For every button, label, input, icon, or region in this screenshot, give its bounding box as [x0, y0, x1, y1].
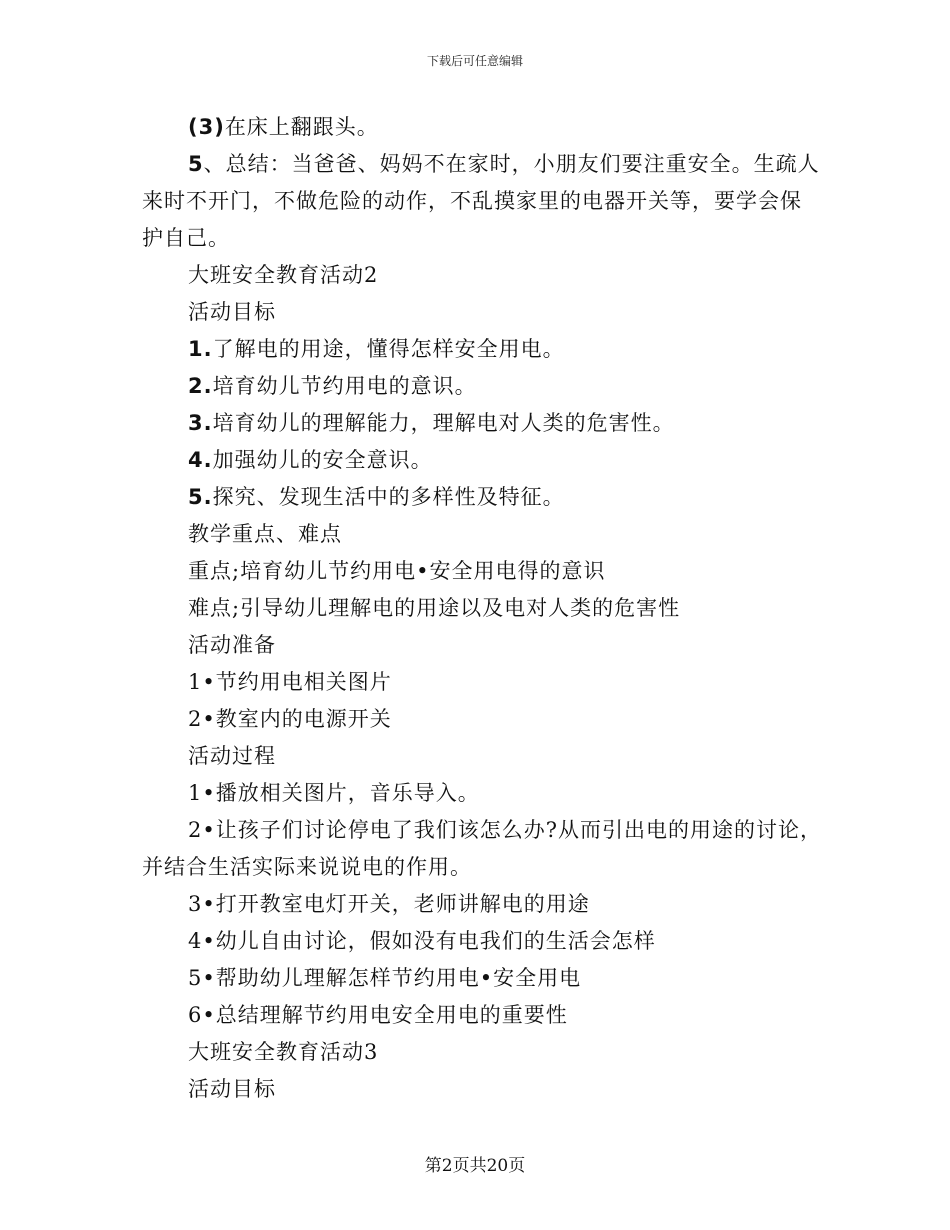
line-text: 难点;引导幼儿理解电的用途以及电对人类的危害性 [188, 596, 681, 620]
section-title [188, 261, 378, 289]
line-text: 5•帮助幼儿理解怎样节约用电•安全用电 [188, 966, 582, 990]
section-heading [188, 631, 276, 659]
line-text: 2•让孩子们讨论停电了我们该怎么办?从而引出电的用途的讨论， [188, 818, 823, 842]
line-text: 3•打开教室电灯开关，老师讲解电的用途 [188, 892, 590, 916]
list-item [188, 483, 565, 511]
list-item [188, 816, 822, 844]
paragraph-line [188, 150, 820, 178]
line-text: 活动目标 [188, 300, 276, 324]
list-number: 5 [188, 152, 204, 176]
list-item [188, 927, 656, 955]
line-text: 了解电的用途，懂得怎样安全用电。 [212, 337, 565, 361]
line-text: 培育幼儿的理解能力，理解电对人类的危害性。 [212, 411, 675, 435]
list-number: 5. [188, 485, 213, 509]
paragraph-line [188, 557, 605, 585]
section-title [188, 1038, 378, 1066]
line-text: 加强幼儿的安全意识。 [212, 448, 433, 472]
line-text: 4•幼儿自由讨论，假如没有电我们的生活会怎样 [188, 929, 656, 953]
line-text: 护自己。 [142, 226, 230, 250]
line-text: 活动准备 [188, 633, 276, 657]
list-item [188, 1001, 568, 1029]
line-text: 2•教室内的电源开关 [188, 707, 392, 731]
section-heading [188, 1075, 276, 1103]
line-text: 来时不开门，不做危险的动作，不乱摸家里的电器开关等，要学会保 [142, 189, 802, 213]
line-text: 1•节约用电相关图片 [188, 670, 392, 694]
line-text: 探究、发现生活中的多样性及特征。 [212, 485, 565, 509]
line-text: 6•总结理解节约用电安全用电的重要性 [188, 1003, 568, 1027]
paragraph-line [142, 853, 472, 881]
page-footer: 第2页共20页 [424, 1156, 526, 1176]
line-text: 教学重点、难点 [188, 522, 342, 546]
paragraph-line [142, 187, 802, 215]
section-heading [188, 520, 342, 548]
line-text: 重点;培育幼儿节约用电•安全用电得的意识 [188, 559, 606, 583]
list-item [188, 668, 392, 696]
list-number: 3. [188, 411, 213, 435]
list-number: (3) [188, 115, 225, 139]
line-text: 大班安全教育活动2 [188, 263, 379, 287]
paragraph-line [188, 113, 379, 141]
paragraph-line [188, 594, 680, 622]
line-text: 1•播放相关图片，音乐导入。 [188, 781, 480, 805]
list-number: 2. [188, 374, 213, 398]
list-number: 1. [188, 337, 213, 361]
line-text: 活动目标 [188, 1077, 276, 1101]
list-number: 4. [188, 448, 213, 472]
line-text: 大班安全教育活动3 [188, 1040, 379, 1064]
list-item [188, 446, 433, 474]
paragraph-line [142, 224, 230, 252]
list-item [188, 779, 480, 807]
page-header: 下载后可任意编辑 [426, 54, 523, 68]
line-text: 在床上翻跟头。 [224, 115, 379, 139]
list-item [188, 890, 590, 918]
line-text: 、总结：当爸爸、妈妈不在家时，小朋友们要注重安全。生疏人 [203, 152, 820, 176]
section-heading [188, 742, 276, 770]
list-item [188, 705, 392, 733]
section-heading [188, 298, 276, 326]
list-item [188, 372, 477, 400]
list-item [188, 409, 675, 437]
line-text: 并结合生活实际来说说电的作用。 [142, 855, 472, 879]
list-item [188, 964, 581, 992]
list-item [188, 335, 565, 363]
line-text: 培育幼儿节约用电的意识。 [212, 374, 477, 398]
line-text: 活动过程 [188, 744, 276, 768]
